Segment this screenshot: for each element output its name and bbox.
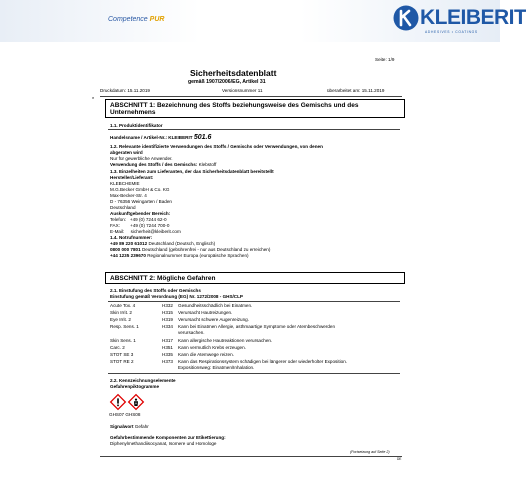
hazard-class: Skin Irrit. 2	[110, 310, 132, 315]
change-marker: *	[92, 97, 95, 103]
pictogram-codes: GHS07 GHS08	[109, 412, 141, 417]
hazard-text: Kann bei Einatmen Allergie, asthmaartige Symptome oder Atembeschwerden	[178, 324, 336, 329]
hazard-class: STOT SE 3	[110, 352, 134, 357]
hazard-text: Kann vermutlich Krebs erzeugen.	[178, 345, 246, 350]
hazard-text: Kann das Respirationssystem schädigen bei längerer oder wiederholter Exposition.	[178, 359, 348, 364]
manufacturer-label: Hersteller/Lieferant:	[110, 175, 154, 180]
s21-heading: 2.1. Einstufung des Stoffs oder Gemischs	[110, 288, 201, 293]
hazard-code: H317	[162, 338, 173, 343]
hazard-text: verursachen.	[178, 330, 205, 335]
email-line: E-Mail: sicherheit@kleiberit.com	[110, 229, 181, 234]
footer-rule	[100, 456, 402, 457]
hazard-class: STOT RE 2	[110, 359, 134, 364]
pictograms-label: Gefahrenpiktogramme	[110, 384, 160, 389]
footer-language-code: DE	[397, 457, 402, 461]
version-number: Versionsnummer 11	[222, 88, 263, 93]
hazard-code: H315	[162, 310, 173, 315]
hazard-text: Gesundheitsschädlich bei Einatmen.	[178, 303, 253, 308]
competence-label: Competence PUR	[108, 16, 165, 23]
section-2-heading: ABSCHNITT 2: Mögliche Gefahren	[105, 272, 405, 284]
ghs08-health-hazard-icon	[128, 394, 144, 410]
phone-line: Telefon: +49 (0) 7244 62-0	[110, 217, 167, 222]
s21-rule	[108, 301, 400, 302]
hazard-class: Skin Sens. 1	[110, 338, 136, 343]
hazard-code: H334	[162, 324, 173, 329]
brand-tagline: ADHESIVES • COATINGS	[425, 30, 478, 34]
ghs07-exclamation-icon	[110, 394, 126, 410]
s21-end-rule	[108, 373, 400, 374]
hazard-code: H373	[162, 359, 173, 364]
emergency-line-3: +44 1235 239670 Regionalnummer Europa (europäische Sprachen)	[110, 253, 249, 258]
s13-heading: 1.3. Einzelheiten zum Lieferanten, der das Sicherheitsdatenblatt bereitstellt	[110, 169, 274, 174]
continuation-note: (Fortsetzung auf Seite 2)	[350, 450, 390, 454]
hazard-class: Eye Irrit. 2	[110, 317, 131, 322]
hazard-class: Acute Tox. 4	[110, 303, 136, 308]
address-line: M.G.Becker GmbH & Co. KG	[110, 187, 170, 192]
s21-regulation: Einstufung gemäß Verordnung (EG) Nr. 1272/2008 - GHS/CLP	[110, 294, 243, 299]
revision-date: überarbeitet am: 15.11.2019	[327, 88, 385, 93]
hazard-code: H319	[162, 317, 173, 322]
hazard-text: Kann allergische Hautreaktionen verursachen.	[178, 338, 273, 343]
document-subtitle: gemäß 1907/2006/EG, Artikel 31	[188, 79, 266, 85]
s12-heading-2: abgeraten wird	[110, 150, 143, 155]
s12-professional: Nur für gewerbliche Anwender.	[110, 156, 173, 161]
address-line: Deutschland	[110, 205, 136, 210]
s14-heading: 1.4. Notrufnummer:	[110, 235, 153, 240]
emergency-line-2: 0800 000 7801 Deutschland (gebührenfrei - nur aus Deutschland zu erreichen)	[110, 247, 271, 252]
address-line: Max-Becker-Str. 4	[110, 193, 147, 198]
s11-rule	[108, 129, 400, 130]
components-value: Diphenylmethandiisocyanat, Isomere und Homologe	[110, 441, 217, 446]
signal-word-row: Signalwort Gefahr	[110, 424, 149, 429]
header-rule	[100, 96, 402, 97]
hazard-text: Verursacht schwere Augenreizung.	[178, 317, 249, 322]
emergency-line-1: +49 89 220 61012 Deutschland (Deutsch, Englisch)	[110, 241, 216, 246]
s12-heading: 1.2. Relevante identifizierte Verwendungen des Stoffs / Gemischs oder Verwendungen, von denen	[110, 144, 323, 149]
hazard-text: Verursacht Hautreizungen.	[178, 310, 233, 315]
info-department-label: Auskunftgebender Bereich:	[110, 211, 171, 216]
fax-line: FAX: +49 (0) 7244 700-0	[110, 223, 170, 228]
s12-use-row: Verwendung des Stoffs / des Gemischs: Klebstoff	[110, 162, 217, 167]
hazard-text: Expositionsweg: Einatmen/Inhalation.	[178, 365, 255, 370]
s22-heading: 2.2. Kennzeichnungselemente	[110, 378, 176, 383]
hazard-code: H335	[162, 352, 173, 357]
hazard-text: Kann die Atemwege reizen.	[178, 352, 234, 357]
page-number: Seite: 1/9	[375, 57, 395, 62]
hazard-code: H351	[162, 345, 173, 350]
hazard-code: H332	[162, 303, 173, 308]
hazard-class: Resp. Sens. 1	[110, 324, 139, 329]
hazard-class: Carc. 2	[110, 345, 125, 350]
trade-name-row: Handelsname / Artikel-Nr.: KLEIBERIT 501.6	[110, 134, 212, 141]
address-line: D - 76356 Weingarten / Baden	[110, 199, 172, 204]
print-date: Druckdatum: 15.11.2019	[100, 88, 150, 93]
address-line: KLEBCHEMIE	[110, 181, 140, 186]
s11-heading: 1.1. Produktidentifikator	[110, 123, 163, 128]
document-title: Sicherheitsdatenblatt	[190, 68, 277, 78]
section-1-heading: ABSCHNITT 1: Bezeichnung des Stoffs beziehungsweise des Gemischs und des Unternehmens	[105, 99, 405, 118]
components-label: Gefahrbestimmende Komponenten zur Etikettierung:	[110, 435, 226, 440]
kleiberit-logo-icon	[392, 4, 420, 32]
brand-name: KLEIBERIT	[420, 6, 526, 29]
